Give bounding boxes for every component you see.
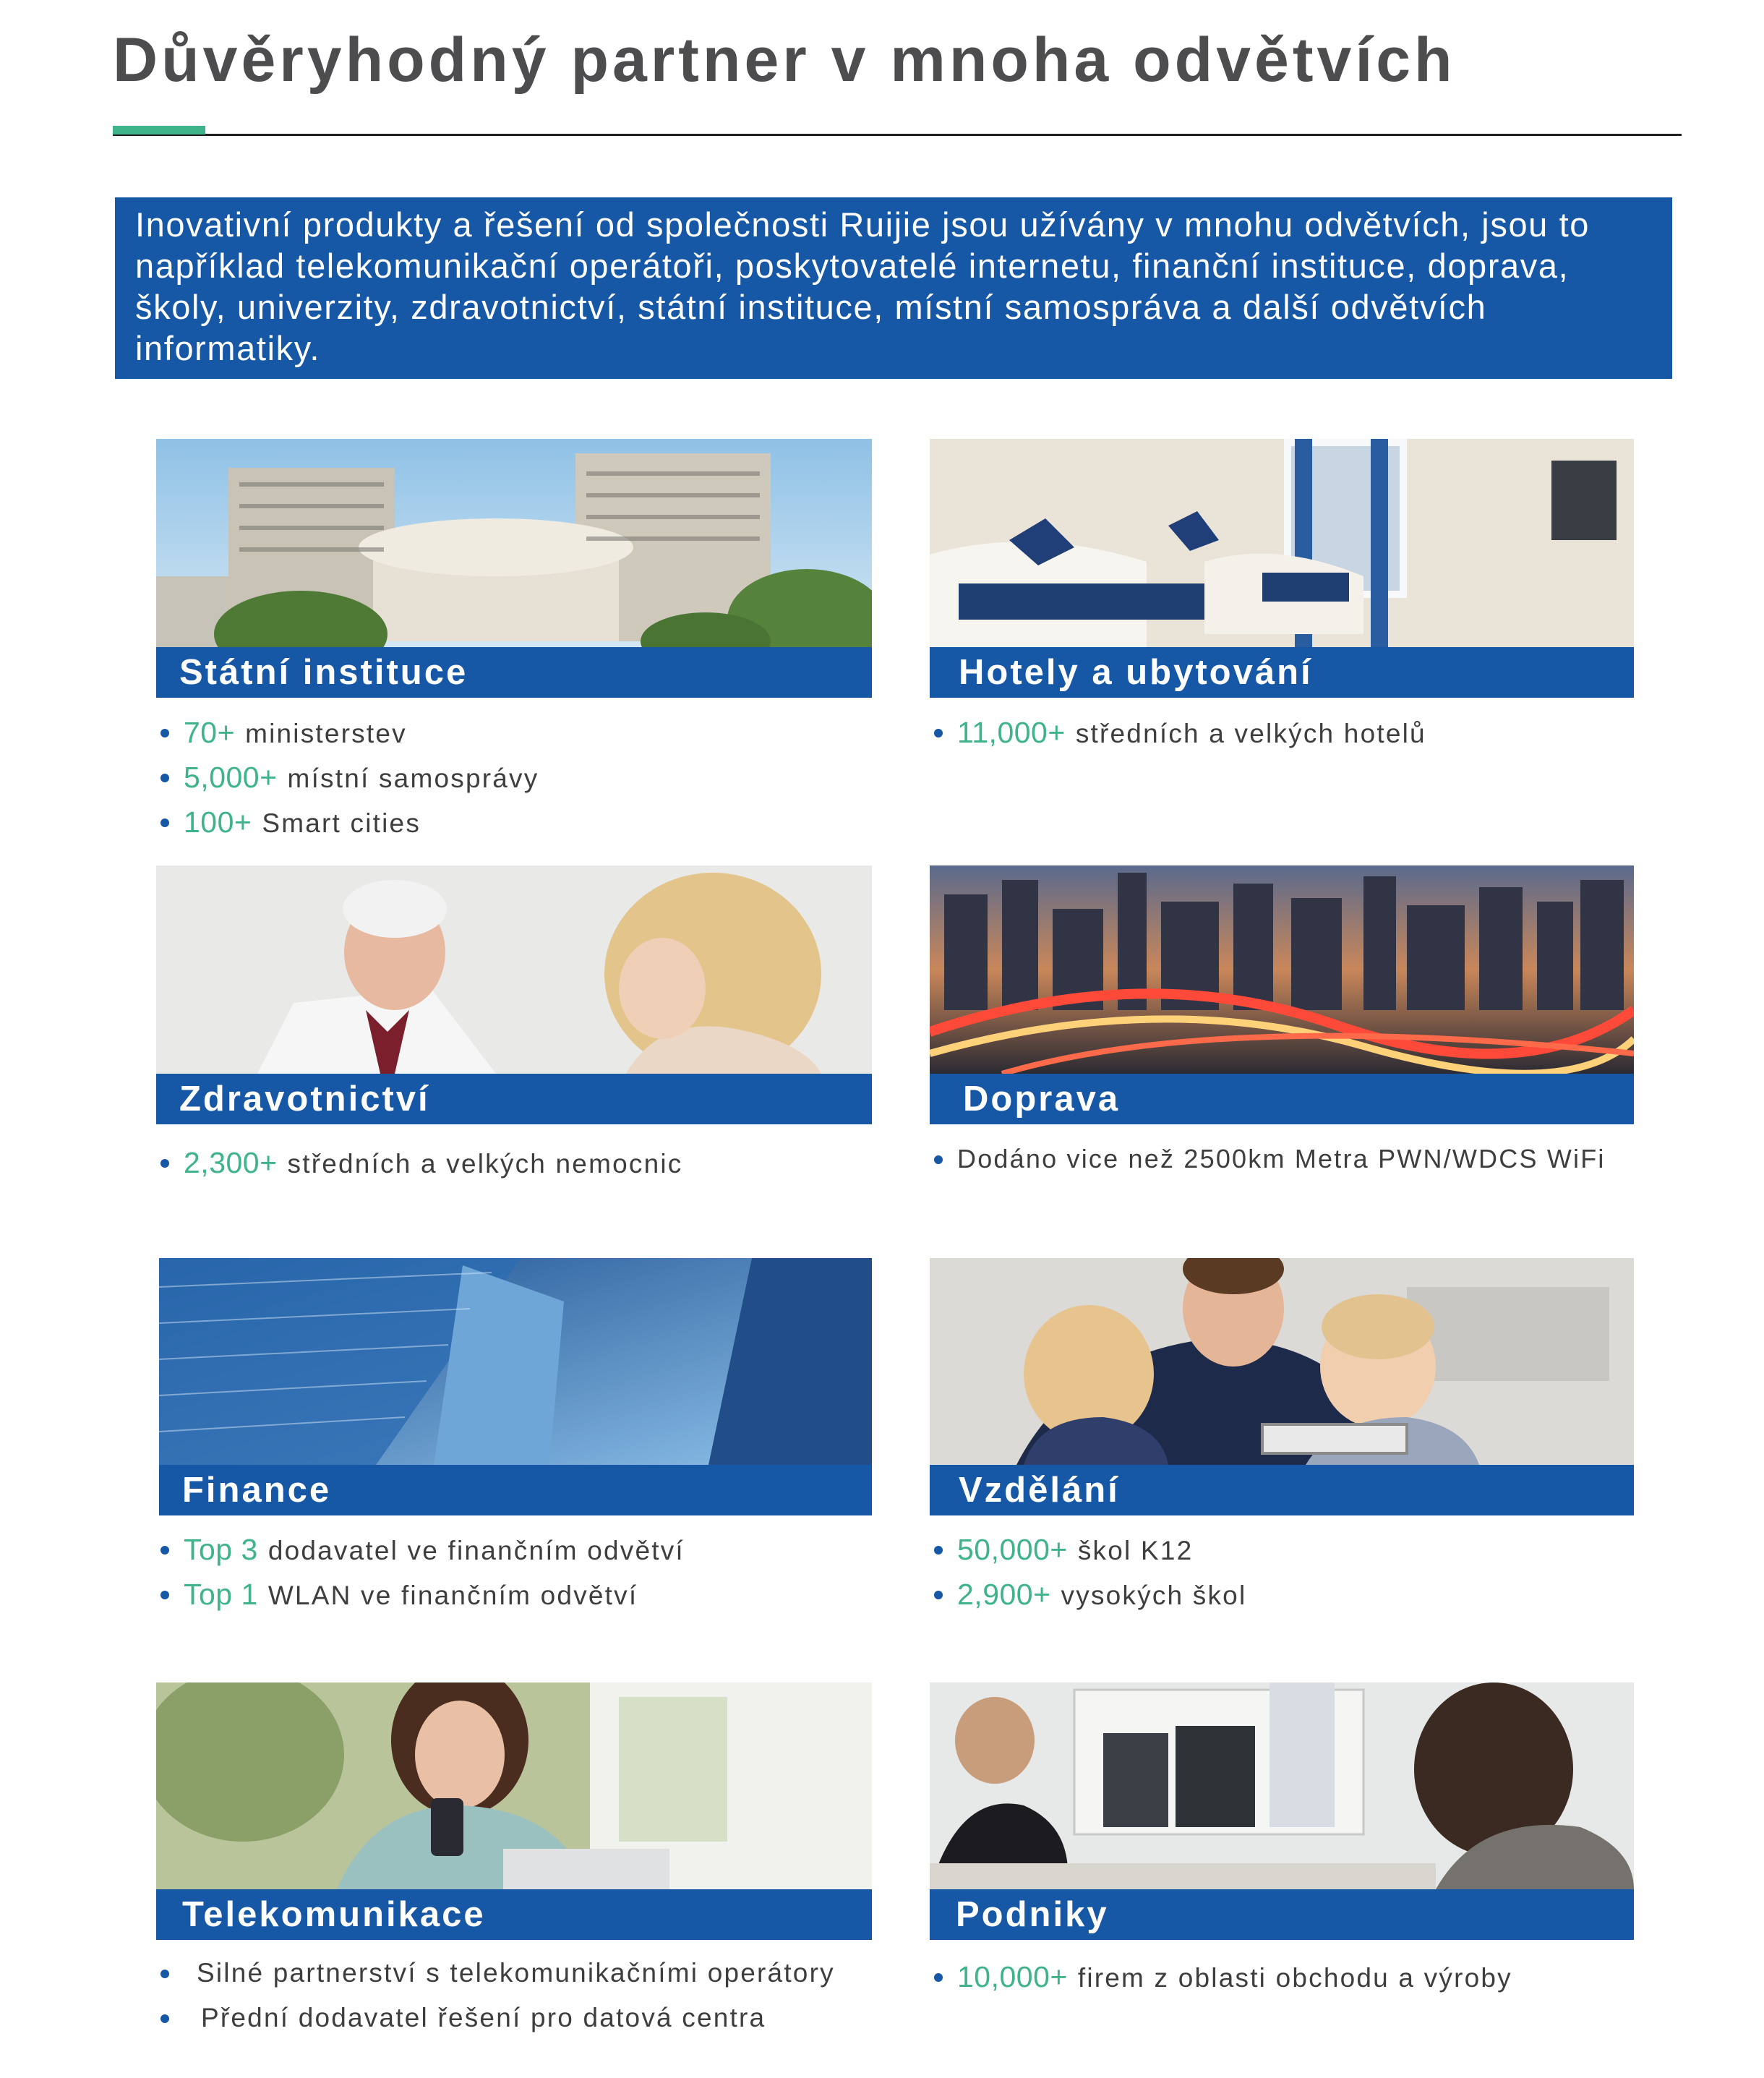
list-item — [159, 1572, 685, 1617]
list-item — [159, 1951, 835, 1996]
stat-value: Top 1 — [184, 1578, 258, 1611]
stat-value: 10,000+ — [957, 1960, 1068, 1993]
stat-value: 70+ — [184, 716, 236, 749]
father-children-tablet-photo — [930, 1258, 1634, 1465]
card-title-bar — [156, 1074, 872, 1124]
card-bullet-list — [933, 1137, 1606, 1181]
glass-skyscrapers-photo — [159, 1258, 872, 1465]
list-item — [159, 1527, 685, 1572]
card-title-bar — [930, 1465, 1634, 1515]
stat-label: dodavatel ve finančním odvětví — [267, 1536, 685, 1565]
card-title: Doprava — [963, 1079, 1121, 1119]
card-bullet-list — [933, 710, 1426, 755]
stat-label: Dodáno vice než 2500km Metra PWN/WDCS WiFi — [957, 1144, 1606, 1173]
card-title: Hotely a ubytování — [959, 653, 1313, 692]
list-item — [159, 800, 539, 845]
card-bullet-list — [159, 1140, 682, 1185]
stat-label: Silné partnerství s telekomunikačními operátory — [197, 1958, 835, 1988]
card-bullet-list — [159, 1527, 685, 1617]
government-building-photo — [156, 439, 872, 647]
list-item — [933, 1137, 1606, 1181]
stat-value: 11,000+ — [957, 716, 1066, 749]
card-title: Zdravotnictví — [179, 1079, 430, 1119]
woman-smartphone-photo — [156, 1683, 872, 1889]
card-title: Vzdělání — [959, 1471, 1120, 1510]
list-item — [159, 755, 539, 800]
list-item — [933, 1954, 1512, 1999]
card-title: Státní instituce — [179, 653, 468, 692]
stat-value: Top 3 — [184, 1533, 258, 1566]
stat-value: 2,300+ — [184, 1146, 278, 1179]
list-item — [159, 1140, 682, 1185]
title-accent-bar — [113, 126, 205, 134]
card-bullet-list — [159, 1951, 835, 2040]
stat-label: ministerstev — [245, 719, 407, 748]
city-highway-night-photo — [930, 865, 1634, 1074]
card-title-bar — [930, 1889, 1634, 1940]
intro-text-box: Inovativní produkty a řešení od společnosti Ruijie jsou užívány v mnohu odvětvích, jsou to například telekomunikační operátoři, poskytovatelé internetu, finanční instituce, doprava, školy, univerzity, zdravotnictví, státní instituce, místní samospráva a další odvětvích informatiky. — [115, 197, 1672, 379]
list-item — [159, 1996, 835, 2040]
card-title: Podniky — [956, 1895, 1109, 1934]
list-item — [159, 710, 539, 755]
stat-label: středních a velkých nemocnic — [287, 1149, 683, 1179]
list-item — [933, 1527, 1246, 1572]
card-title-bar — [156, 1889, 872, 1940]
card-title-bar — [930, 1074, 1634, 1124]
stat-label: WLAN ve finančním odvětví — [267, 1581, 638, 1610]
list-item — [933, 1572, 1246, 1617]
card-bullet-list — [933, 1527, 1246, 1617]
stat-label: škol K12 — [1077, 1536, 1194, 1565]
list-item — [933, 710, 1426, 755]
office-workers-photo — [930, 1683, 1634, 1889]
card-title-bar — [159, 1465, 872, 1515]
title-divider — [113, 134, 1682, 136]
card-title-bar — [930, 647, 1634, 698]
card-title: Telekomunikace — [182, 1895, 486, 1934]
stat-value: 50,000+ — [957, 1533, 1068, 1566]
card-title: Finance — [182, 1471, 332, 1510]
card-title-bar — [156, 647, 872, 698]
stat-label: firem z oblasti obchodu a výroby — [1077, 1963, 1512, 1993]
doctor-patient-photo — [156, 865, 872, 1074]
hotel-room-photo — [930, 439, 1634, 647]
stat-value: 100+ — [184, 805, 252, 839]
card-bullet-list — [159, 710, 539, 845]
stat-label: Přední dodavatel řešení pro datová centra — [201, 2003, 766, 2032]
stat-label: středních a velkých hotelů — [1075, 719, 1426, 748]
stat-value: 5,000+ — [184, 761, 278, 794]
stat-label: Smart cities — [262, 808, 421, 838]
card-bullet-list — [933, 1954, 1512, 1999]
page-title: Důvěryhodný partner v mnoha odvětvích — [113, 25, 1456, 95]
stat-label: vysokých škol — [1061, 1581, 1247, 1610]
stat-label: místní samosprávy — [287, 764, 539, 793]
stat-value: 2,900+ — [957, 1578, 1051, 1611]
